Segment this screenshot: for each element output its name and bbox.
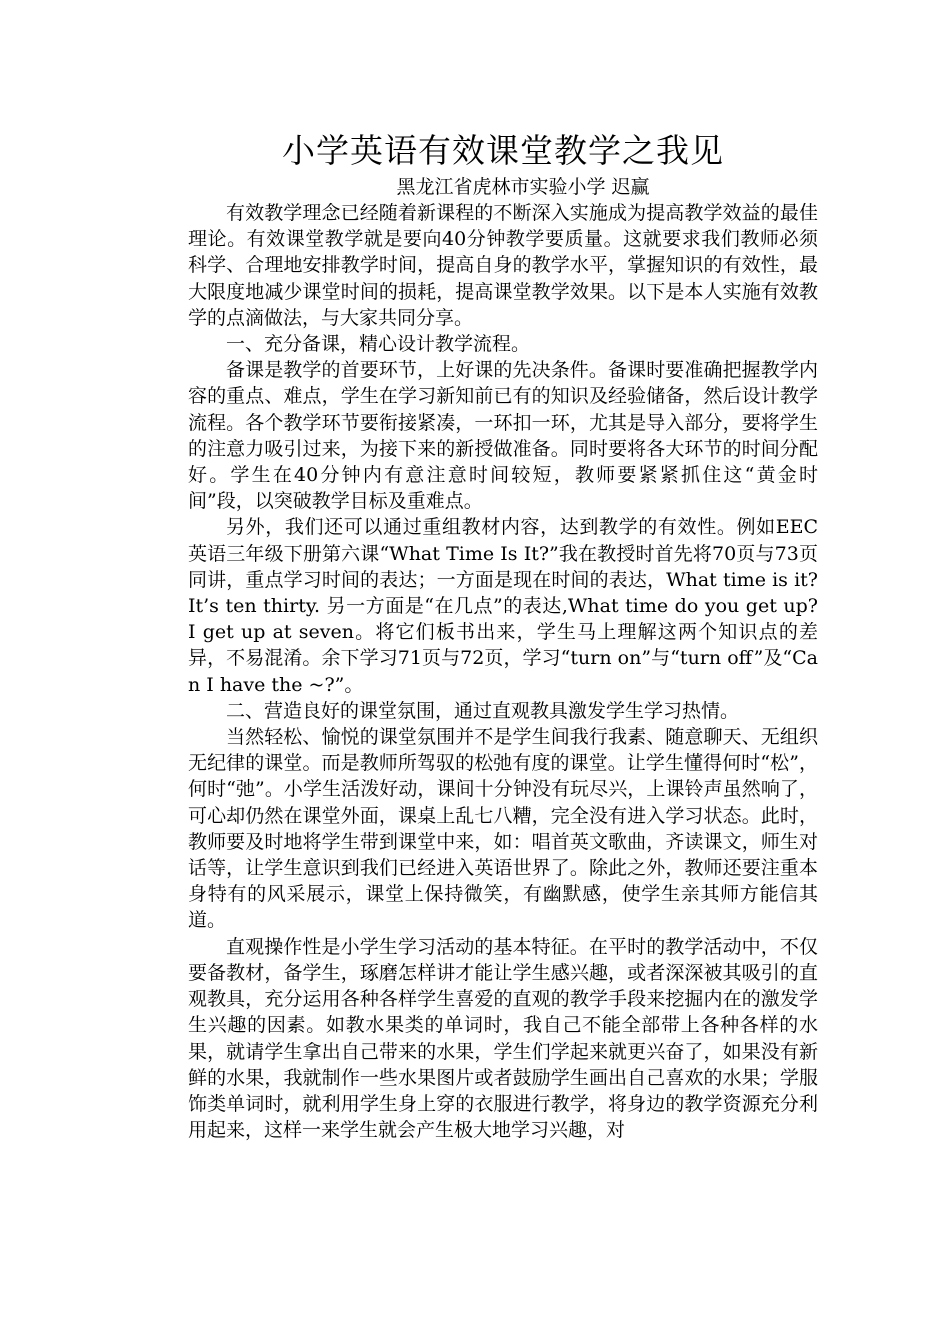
section-heading-2: 二、营造良好的课堂氛围，通过直观教具激发学生学习热情。 [226,699,740,722]
paragraph-lesson-prep: 备课是教学的首要环节，上好课的先决条件。备课时要准确把握教学内容的重点、难点，学生在学习新知前已有的知识及经验储备，然后设计教学流程。各个教学环节要衔接紧凑，一环扣一环，尤其是导入部分，要将学生的注意力吸引过来，为接下来的新授做准备。同时要将各大环节的时间分配好。学生在40分钟内有意注意时间较短，教师要紧紧抓住这“黄金时间”段，以突破教学目标及重难点。 [188,359,818,513]
paragraph-intro: 有效教学理念已经随着新课程的不断深入实施成为提高教学效益的最佳理论。有效课堂教学就是要向40分钟教学要质量。这就要求我们教师必须科学、合理地安排教学时间，提高自身的教学水平，掌握知识的有效性，最大限度地减少课堂时间的损耗，提高课堂教学效果。以下是本人实施有效教学的点滴做法，与大家共同分享。 [188,202,818,329]
paragraph-restructure: 另外，我们还可以通过重组教材内容，达到教学的有效性。例如EEC英语三年级下册第六课“What Time Is It?”我在教授时首先将70页与73页同讲，重点学习时间的表达；一方面是现在时间的表达，What time is it? It’s ten thirty. 另一方面是“在几点”的表达,What time do you get up? I get up at seven。将它们板书出来，学生马上理解这两个知识点的差异，不易混淆。余下学习71页与72页，学习“turn on”与“turn off”及“Can I have the ~?”。 [188,516,818,696]
paragraph-atmosphere: 当然轻松、愉悦的课堂氛围并不是学生间我行我素、随意聊天、无组织无纪律的课堂。而是教师所驾驭的松弛有度的课堂。让学生懂得何时“松”，何时“弛”。小学生活泼好动，课间十分钟没有玩尽兴，上课铃声虽然响了，可心却仍然在课堂外面，课桌上乱七八糟，完全没有进入学习状态。此时，教师要及时地将学生带到课堂中来，如：唱首英文歌曲，齐读课文，师生对话等，让学生意识到我们已经进入英语世界了。除此之外，教师还要注重本身特有的风采展示，课堂上保持微笑，有幽默感，使学生亲其师方能信其道。 [188,726,818,932]
paragraph-visual-aids: 直观操作性是小学生学习活动的基本特征。在平时的教学活动中，不仅要备教材，备学生，琢磨怎样讲才能让学生感兴趣，或者深深被其吸引的直观教具，充分运用各种各样学生喜爱的直观的教学手段来挖掘内在的激发学生兴趣的因素。如教水果类的单词时，我自己不能全部带上各种各样的水果，就请学生拿出自己带来的水果，学生们学起来就更兴奋了，如果没有新鲜的水果，我就制作一些水果图片或者鼓励学生画出自己喜欢的水果；学服饰类单词时，就利用学生身上穿的衣服进行教学，将身边的教学资源充分利用起来，这样一来学生就会产生极大地学习兴趣，对 [188,935,818,1142]
document-body [188,128,818,1143]
document-title: 小学英语有效课堂教学之我见 [282,131,724,170]
section-heading-1: 一、充分备课，精心设计教学流程。 [226,333,531,356]
document-author: 黑龙江省虎林市实验小学 迟赢 [396,176,650,198]
